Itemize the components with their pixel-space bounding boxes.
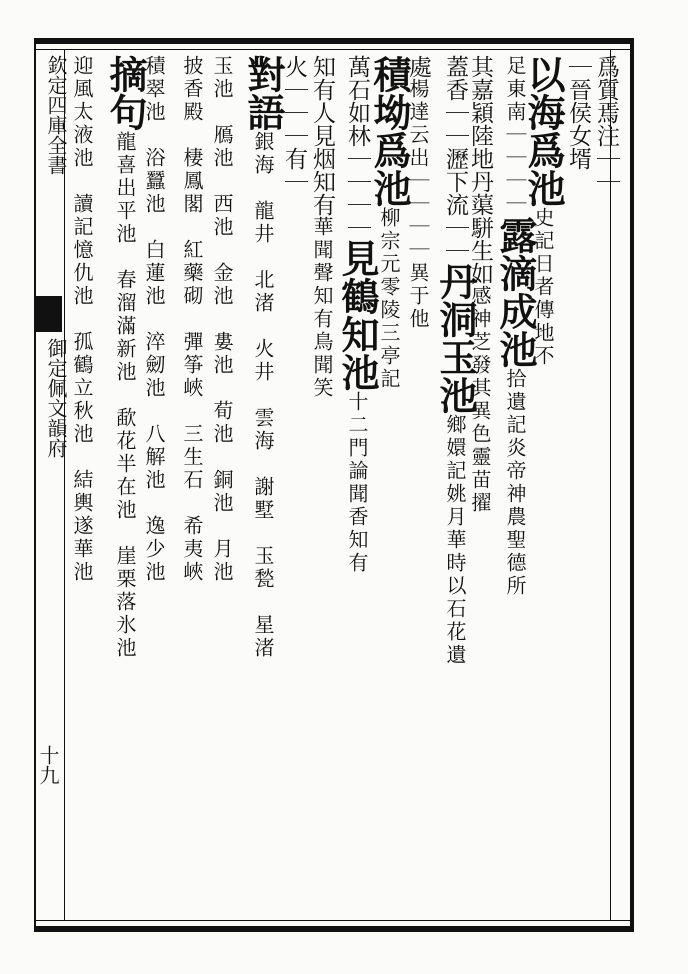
headword: 對語 [241,55,286,131]
annotation-text: 十二門論聞香知有 [345,391,369,575]
right-border-thick [630,38,634,932]
annotation-text: 史記日者傳地不 [531,207,555,368]
text-column [433,55,478,667]
annotation-text: 銀海 龍井 北渚 火井 雲海 謝墅 玉甃 星渚 [251,131,275,660]
text-column [144,55,164,584]
bottom-border-thin [34,920,632,921]
text-column [566,55,589,170]
text-column [335,55,380,575]
margin-divider [64,50,65,920]
annotation-text: 足東南｜｜｜｜ [503,55,527,216]
annotation-text: 楊達云出｜｜｜｜異于他 [406,78,430,331]
body-text: 其嘉穎陸地丹蕖駢生如 [467,55,493,285]
top-border-thick [34,38,632,44]
annotation-text: 龍喜出平池 春溜滿新池 歃花半在池 崖栗落氷池 [113,131,137,660]
top-border-thin [34,49,632,50]
text-column [241,55,286,660]
body-text: 爲質焉注 [593,55,619,147]
body-text: 萬石如林｜｜｜｜ [344,55,370,239]
headword: 見鶴知池 [335,239,380,391]
annotation-text: 迎風太液池 讀記憶仇池 孤鶴立秋池 結輿遂華池 [70,55,94,584]
annotation-text: 鄉嬛記姚月華時以石花遺 [443,414,467,667]
annotation-text: 拾遺記炎帝神農聖德所 [503,368,527,598]
body-text: 蓋香｜｜瀝下流｜｜ [442,55,468,262]
headword: 丹洞玉池 [433,262,478,414]
folio-number: 十九 [36,745,60,785]
headword: 積坳爲池 [367,55,412,207]
body-text: ｜晉侯女壻 [565,55,591,170]
text-column [594,55,617,193]
text-column [493,55,538,598]
text-column [310,55,333,400]
headword: 以海爲池 [521,55,566,207]
headword: 露滴成池 [493,216,538,368]
body-text: ｜｜ [593,147,619,193]
body-text: 火｜｜｜有｜ [281,55,307,193]
book-title-top: 欽定四庫全書 [44,55,68,175]
body-text: 處 [405,55,431,78]
annotation-text: 披香殿 棲鳳閣 紅藥砌 彈筝峽 三生石 希夷峽 [180,55,204,584]
text-column [182,55,202,584]
text-column [72,55,92,584]
annotation-text: 積翠池 浴蠶池 白蓮池 淬劒池 八解池 逸少池 [142,55,166,584]
fishtail-mark [36,296,62,332]
annotation-text: 柳宗元零陵三亭記 [377,207,401,391]
body-text: 知有人見烟知有 [309,55,335,216]
headword: 摘句 [103,55,148,131]
annotation-text: 感神芝發其異色靈苗擢 [468,285,492,515]
annotation-text: 華聞聲知有鳥聞笑 [310,216,334,400]
text-column [212,55,232,584]
book-title: 御定佩文韻府 [44,338,68,458]
text-column [103,55,148,660]
annotation-text: 玉池 鴈池 西池 金池 婁池 荀池 銅池 月池 [210,55,234,584]
bottom-border-thick [34,926,632,932]
